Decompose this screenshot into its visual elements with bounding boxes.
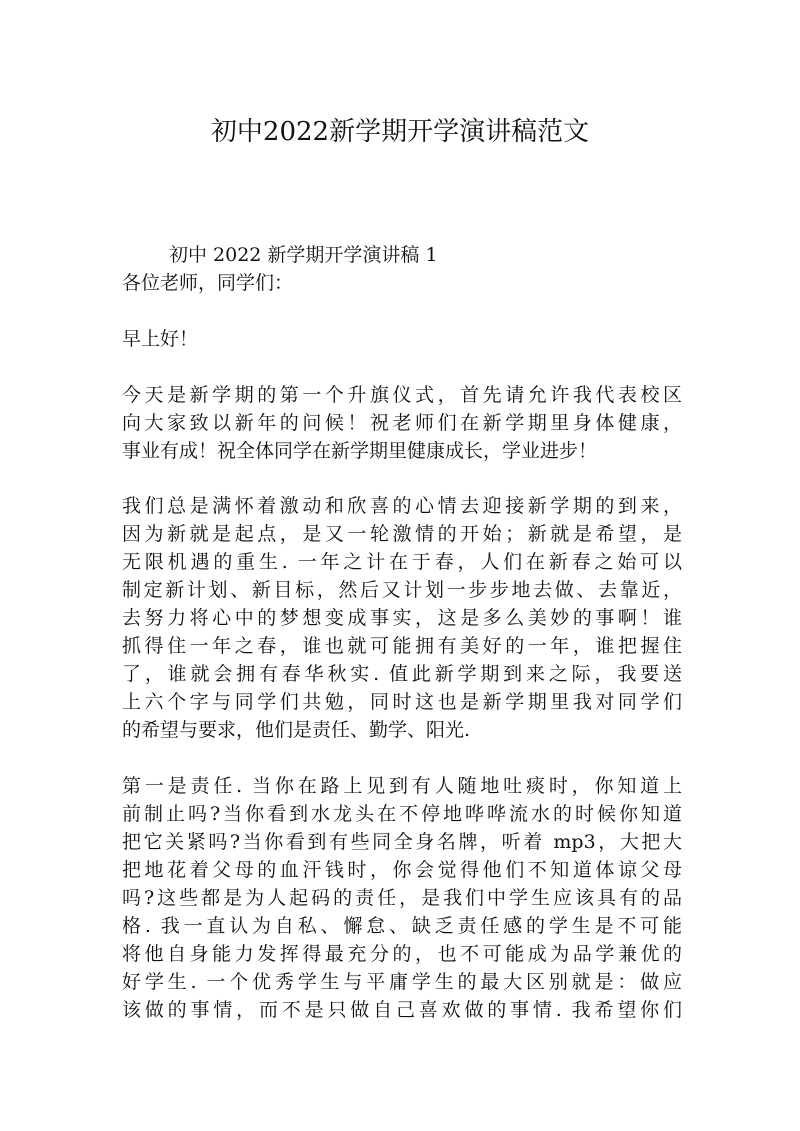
paragraph-2-line: 了，谁就会拥有春华秋实. 值此新学期到来之际，我要送 [122, 663, 682, 685]
document-title: 初中2022新学期开学演讲稿范文 [210, 117, 590, 147]
paragraph-2-line: 抓得住一年之春，谁也就可能拥有美好的一年，谁把握住 [122, 635, 682, 657]
paragraph-2-line: 上六个字与同学们共勉，同时这也是新学期里我对同学们 [122, 691, 682, 713]
paragraph-3-line: 该做的事情，而不是只做自己喜欢做的事情. 我希望你们 [122, 999, 682, 1021]
paragraph-2-line: 我们总是满怀着激动和欣喜的心情去迎接新学期的到来， [122, 495, 682, 517]
paragraph-3-line: 将他自身能力发挥得最充分的，也不可能成为品学兼优的 [122, 943, 682, 965]
paragraph-2-line: 制定新计划、新目标，然后又计划一步步地去做、去靠近， [122, 579, 682, 601]
speech-subtitle: 初中 2022 新学期开学演讲稿 1 [169, 244, 438, 266]
paragraph-3-line: 前制止吗?当你看到水龙头在不停地哗哗流水的时候你知道 [122, 803, 682, 825]
paragraph-2-line: 无限机遇的重生. 一年之计在于春，人们在新春之始可以 [122, 551, 682, 573]
paragraph-1-line: 事业有成！祝全体同学在新学期里健康成长，学业进步！ [122, 440, 598, 462]
paragraph-1-line: 今天是新学期的第一个升旗仪式，首先请允许我代表校区 [122, 384, 682, 406]
salutation: 各位老师，同学们： [122, 272, 294, 294]
paragraph-2-line: 的希望与要求，他们是责任、勤学、阳光. [122, 719, 471, 741]
paragraph-3-line: 第一是责任. 当你在路上见到有人随地吐痰时，你知道上 [122, 775, 682, 797]
paragraph-2-line: 因为新就是起点，是又一轮激情的开始；新就是希望，是 [122, 523, 682, 545]
greeting: 早上好！ [122, 328, 199, 350]
paragraph-3-line: 把它关紧吗?当你看到有些同全身名牌，听着 mp3，大把大 [122, 831, 682, 853]
paragraph-2-line: 去努力将心中的梦想变成事实，这是多么美妙的事啊！谁 [122, 607, 682, 629]
paragraph-3-line: 吗?这些都是为人起码的责任，是我们中学生应该具有的品 [122, 887, 682, 909]
paragraph-3-line: 把地花着父母的血汗钱时，你会觉得他们不知道体谅父母 [122, 859, 682, 881]
paragraph-3-line: 好学生. 一个优秀学生与平庸学生的最大区别就是：做应 [122, 971, 682, 993]
paragraph-1-line: 向大家致以新年的问候！祝老师们在新学期里身体健康， [122, 412, 682, 434]
paragraph-3-line: 格. 我一直认为自私、懈怠、缺乏责任感的学生是不可能 [122, 915, 682, 937]
